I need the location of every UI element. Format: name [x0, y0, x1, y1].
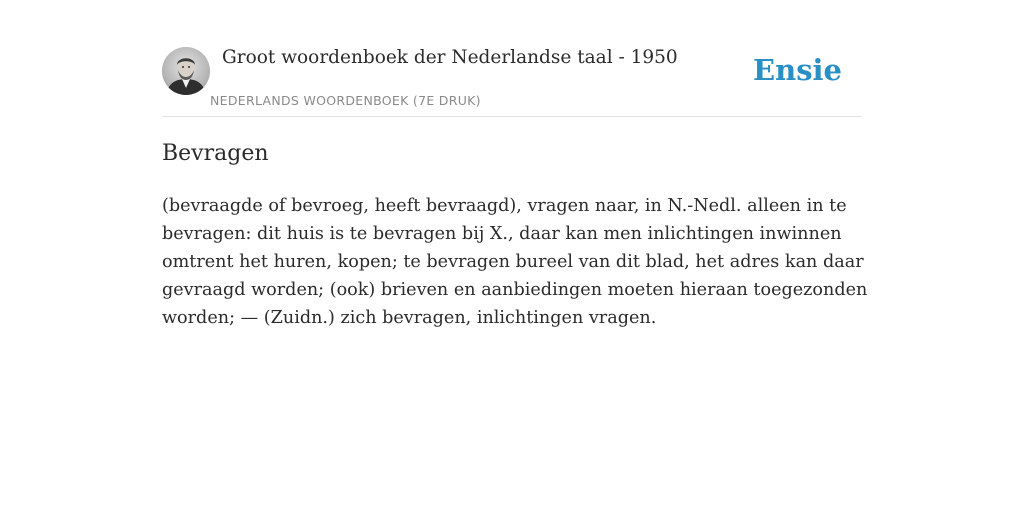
entry-definition: [162, 192, 868, 332]
book-subtitle: NEDERLANDS WOORDENBOEK (7E DRUK): [210, 93, 481, 108]
brand-logo-link[interactable]: Ensie: [753, 53, 842, 87]
definition-line: omtrent het huren, kopen; te bevragen bureel van dit blad, het adres kan daar: [162, 252, 864, 272]
entry-title: Bevragen: [162, 141, 269, 166]
book-title[interactable]: Groot woordenboek der Nederlandse taal - 1950: [222, 47, 678, 68]
definition-line: worden; — (Zuidn.) zich bevragen, inlichtingen vragen.: [162, 308, 657, 328]
author-portrait-icon[interactable]: [162, 47, 210, 95]
definition-line: (bevraagde of bevroeg, heeft bevraagd), vragen naar, in N.-Nedl. alleen in te: [162, 196, 847, 216]
definition-line: bevragen: dit huis is te bevragen bij X., daar kan men inlichtingen inwinnen: [162, 224, 842, 244]
definition-line: gevraagd worden; (ook) brieven en aanbiedingen moeten hieraan toegezonden: [162, 280, 868, 300]
page: [162, 0, 868, 512]
header: [162, 0, 862, 117]
